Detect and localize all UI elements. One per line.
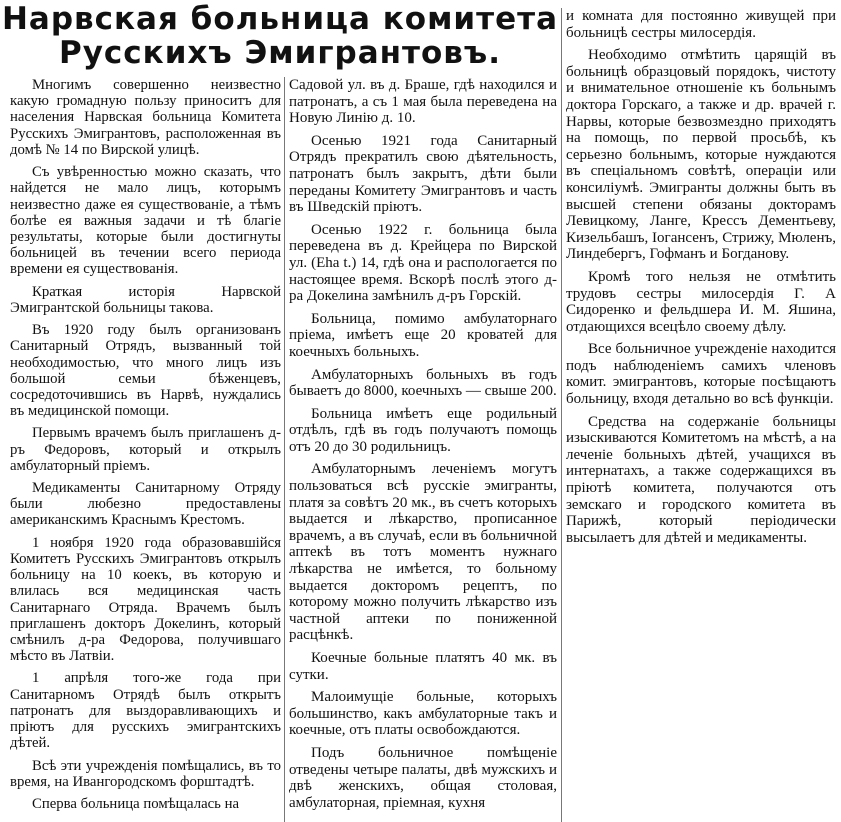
paragraph: Амбулаторныхъ больныхъ въ годъ бываетъ до 8000, коечныхъ — свыше 200.: [289, 366, 557, 400]
article-headline: [0, 2, 560, 70]
column-divider: [284, 77, 285, 822]
paragraph: Многимъ совершенно неизвестно какую громадную пользу приноситъ для населения Нарвская больница Комитета Русскихъ Эмигрантовъ, расположенная въ домѣ № 14 по Вирской улицѣ.: [10, 77, 281, 158]
paragraph: Садовой ул. въ д. Браше, гдѣ находился и патронатъ, а съ 1 мая была переведена на Новую Линію д. 10.: [289, 77, 557, 127]
headline-line-1: Нарвская больница комитета: [1, 1, 559, 37]
paragraph: Осенью 1921 года Санитарный Отрядъ прекратилъ свою дѣятельность, патронатъ былъ закрытъ, дѣти были переданы Комитету Эмигрантовъ и часть въ Шведскій пріютъ.: [289, 132, 557, 216]
paragraph: Коечные больные платятъ 40 мк. въ сутки.: [289, 650, 557, 683]
paragraph: Необходимо отмѣтить царящій въ больницѣ образцовый порядокъ, чистоту и внимательное отношеніе къ больнымъ доктора Горскаго, а также и др. врачей г. Нарвы, которые безвозмездно приходятъ на помощь, по первой просьбѣ, къ серьезно больнымъ, которые нуждаются въ спеціальномъ совѣтѣ, операціи или консиліумѣ. Эмигранты должны быть въ высшей степени обязаны докторамъ Левицкому, Ланге, Крессъ Дементьеву, Кизельбашъ, Іогансенъ, Стрижу, Мюленъ, Линдебергъ, Гофманъ и Богданову.: [566, 47, 836, 263]
paragraph: Амбулаторнымъ леченіемъ могутъ пользоваться всѣ русскіе эмигранты, платя за совѣтъ 20 мк., въ счетъ которыхъ выдается и лѣкарство, прописанное врачемъ, а въ случаѣ, если въ больничной аптекѣ въ тотъ моментъ нужнаго лѣкарства не имѣется, то больному выдается докторомъ рецептъ, по которому можно получить лѣкарство изъ частной аптеки по пониженной расцѣнкѣ.: [289, 461, 557, 644]
paragraph: Медикаменты Санитарному Отряду были любезно предоставлены американскимъ Краснымъ Крестомъ.: [10, 480, 281, 529]
paragraph: Первымъ врачемъ былъ приглашенъ д-ръ Федоровъ, который и открылъ амбулаторный пріемъ.: [10, 425, 281, 474]
paragraph: Съ увѣренностью можно сказать, что найдется не мало лицъ, которымъ неизвестно даже ея существованіе, а тѣмъ болѣе ея важныя задачи и тѣ благіе результаты, которые были достигнуты больницей въ течении всего периода времени ея существованія.: [10, 164, 281, 278]
text-column-3: [566, 8, 836, 552]
paragraph: Въ 1920 году былъ организованъ Санитарный Отрядъ, вызванный той необходимостью, что много лицъ изъ большой семьи бѣженцевъ, сосредоточившись въ Нарвѣ, нуждались въ медицинской помощи.: [10, 322, 281, 420]
paragraph: Малоимущіе больные, которыхъ большинство, какъ амбулаторные такъ и коечные, отъ платы освобождаются.: [289, 689, 557, 739]
paragraph: Средства на содержаніе больницы изыскиваются Комитетомъ на мѣстѣ, а на леченіе больныхъ дѣтей, учащихся въ интернатахъ, а также содержащихся въ пріютѣ комитета, получаются отъ земскаго и городского комитета въ Парижѣ, который періодически высылаетъ для дѣтей и медикаменты.: [566, 413, 836, 546]
paragraph: Все больничное учрежденіе находится подъ наблюденіемъ самихъ членовъ комит. эмигрантовъ, которые посѣщаютъ больницу, входя детально во всѣ функціи.: [566, 341, 836, 408]
paragraph: Сперва больница помѣщалась на: [32, 795, 240, 812]
paragraph: Всѣ эти учрежденія помѣщались, въ то время, на Ивангородскомъ форштадтѣ.: [10, 757, 281, 790]
paragraph: Больница имѣетъ еще родильный отдѣлъ, гдѣ въ годъ получаютъ помощь отъ 20 до 30 родильницъ.: [289, 405, 557, 455]
text-column-1: [10, 77, 281, 818]
paragraph: 1 апрѣля того-же года при Санитарномъ Отрядѣ былъ открытъ патронатъ для выздоравливающихъ и пріютъ для русскихъ эмигрантскихъ дѣтей.: [10, 670, 281, 752]
paragraph: Подъ больничное помѣщеніе отведены четыре палаты, двѣ мужскихъ и двѣ женскихъ, общая столовая, амбулаторная, пріемная, кухня: [289, 744, 557, 811]
paragraph: Осенью 1922 г. больница была переведена въ д. Крейцера по Вирской ул. (Eha t.) 14, гдѣ она и распологается по настоящее время. Вскорѣ послѣ этого д-ра Докелина замѣнилъ д-ръ Горскій.: [289, 221, 557, 305]
paragraph: Кромѣ того нельзя не отмѣтить трудовъ сестры милосердія Г. А Сидоренко и фельдшера И. М. Яшина, отдающихся всецѣло своему дѣлу.: [566, 268, 836, 335]
paragraph: Больница, помимо амбулаторнаго пріема, имѣетъ еще 20 кроватей для коечныхъ больныхъ.: [289, 310, 557, 360]
paragraph: и комната для постоянно живущей при больницѣ сестры милосердія.: [566, 8, 836, 41]
headline-line-2: Русскихъ Эмигрантовъ.: [58, 35, 501, 71]
text-column-2: [289, 77, 557, 817]
paragraph: 1 ноября 1920 года образовавшійся Комитетъ Русскихъ Эмигрантовъ открылъ больницу на 10 коекъ, въ которую и влилась вся медицинская часть Санитарнаго Отряда. Врачемъ былъ приглашенъ докторъ Докелинъ, который смѣнилъ д-ра Федорова, получившаго мѣсто въ Латвіи.: [10, 534, 281, 665]
column-divider: [561, 8, 562, 822]
paragraph: Краткая исторія Нарвской Эмигрантской больницы такова.: [10, 283, 281, 316]
